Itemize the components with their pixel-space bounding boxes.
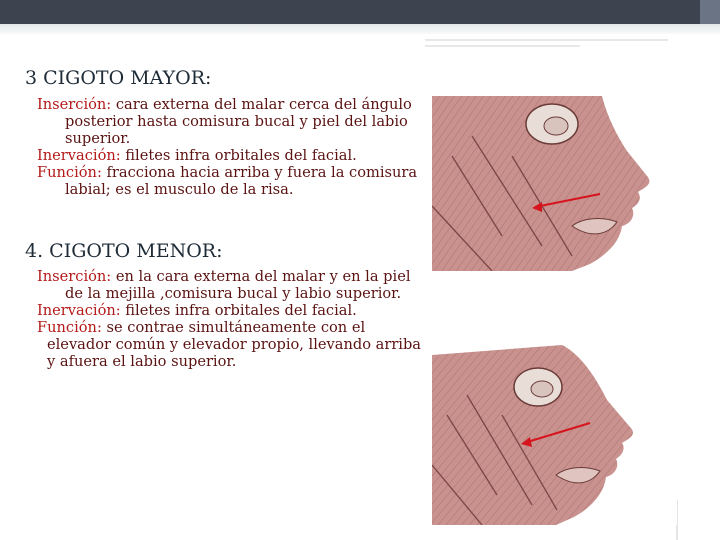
inervacion-paragraph (37, 302, 427, 319)
insercion-label: Inserción: (37, 268, 112, 285)
facial-muscles-illustration-zygomatic-minor (432, 345, 677, 525)
funcion-paragraph (37, 319, 427, 370)
section-body-cigoto-mayor (37, 96, 427, 198)
inervacion-text: filetes infra orbitales del facial. (120, 147, 357, 164)
section-body-cigoto-menor (37, 268, 427, 370)
facial-muscles-illustration-zygomatic-major (432, 96, 677, 271)
top-bar-accent (700, 0, 720, 24)
section-title-cigoto-menor: 4. CIGOTO MENOR: (25, 240, 223, 262)
top-gradient-strip (0, 24, 720, 34)
top-title-bar (0, 0, 720, 24)
funcion-text: se contrae simultáneamente con el elevador común y elevador propio, llevando arriba y afuera el labio superior. (47, 319, 422, 370)
decorative-line (425, 45, 580, 47)
inervacion-paragraph (37, 147, 427, 164)
inervacion-text: filetes infra orbitales del facial. (120, 302, 357, 319)
insercion-text: cara externa del malar cerca del ángulo posterior hasta comisura bucal y piel del labio superior. (65, 96, 412, 147)
insercion-paragraph (37, 268, 427, 302)
funcion-label: Función: (37, 319, 102, 336)
inervacion-label: Inervación: (37, 147, 121, 164)
inervacion-label: Inervación: (37, 302, 121, 319)
funcion-label: Función: (37, 164, 102, 181)
section-title-cigoto-mayor: 3 CIGOTO MAYOR: (25, 67, 212, 89)
insercion-text: en la cara externa del malar y en la piel de la mejilla ,comisura bucal y labio superior. (65, 268, 411, 302)
insercion-label: Inserción: (37, 96, 112, 113)
insercion-paragraph (37, 96, 427, 147)
decorative-line (425, 39, 668, 41)
funcion-text: fracciona hacia arriba y fuera la comisura labial; es el musculo de la risa. (65, 164, 418, 198)
funcion-paragraph (37, 164, 427, 198)
